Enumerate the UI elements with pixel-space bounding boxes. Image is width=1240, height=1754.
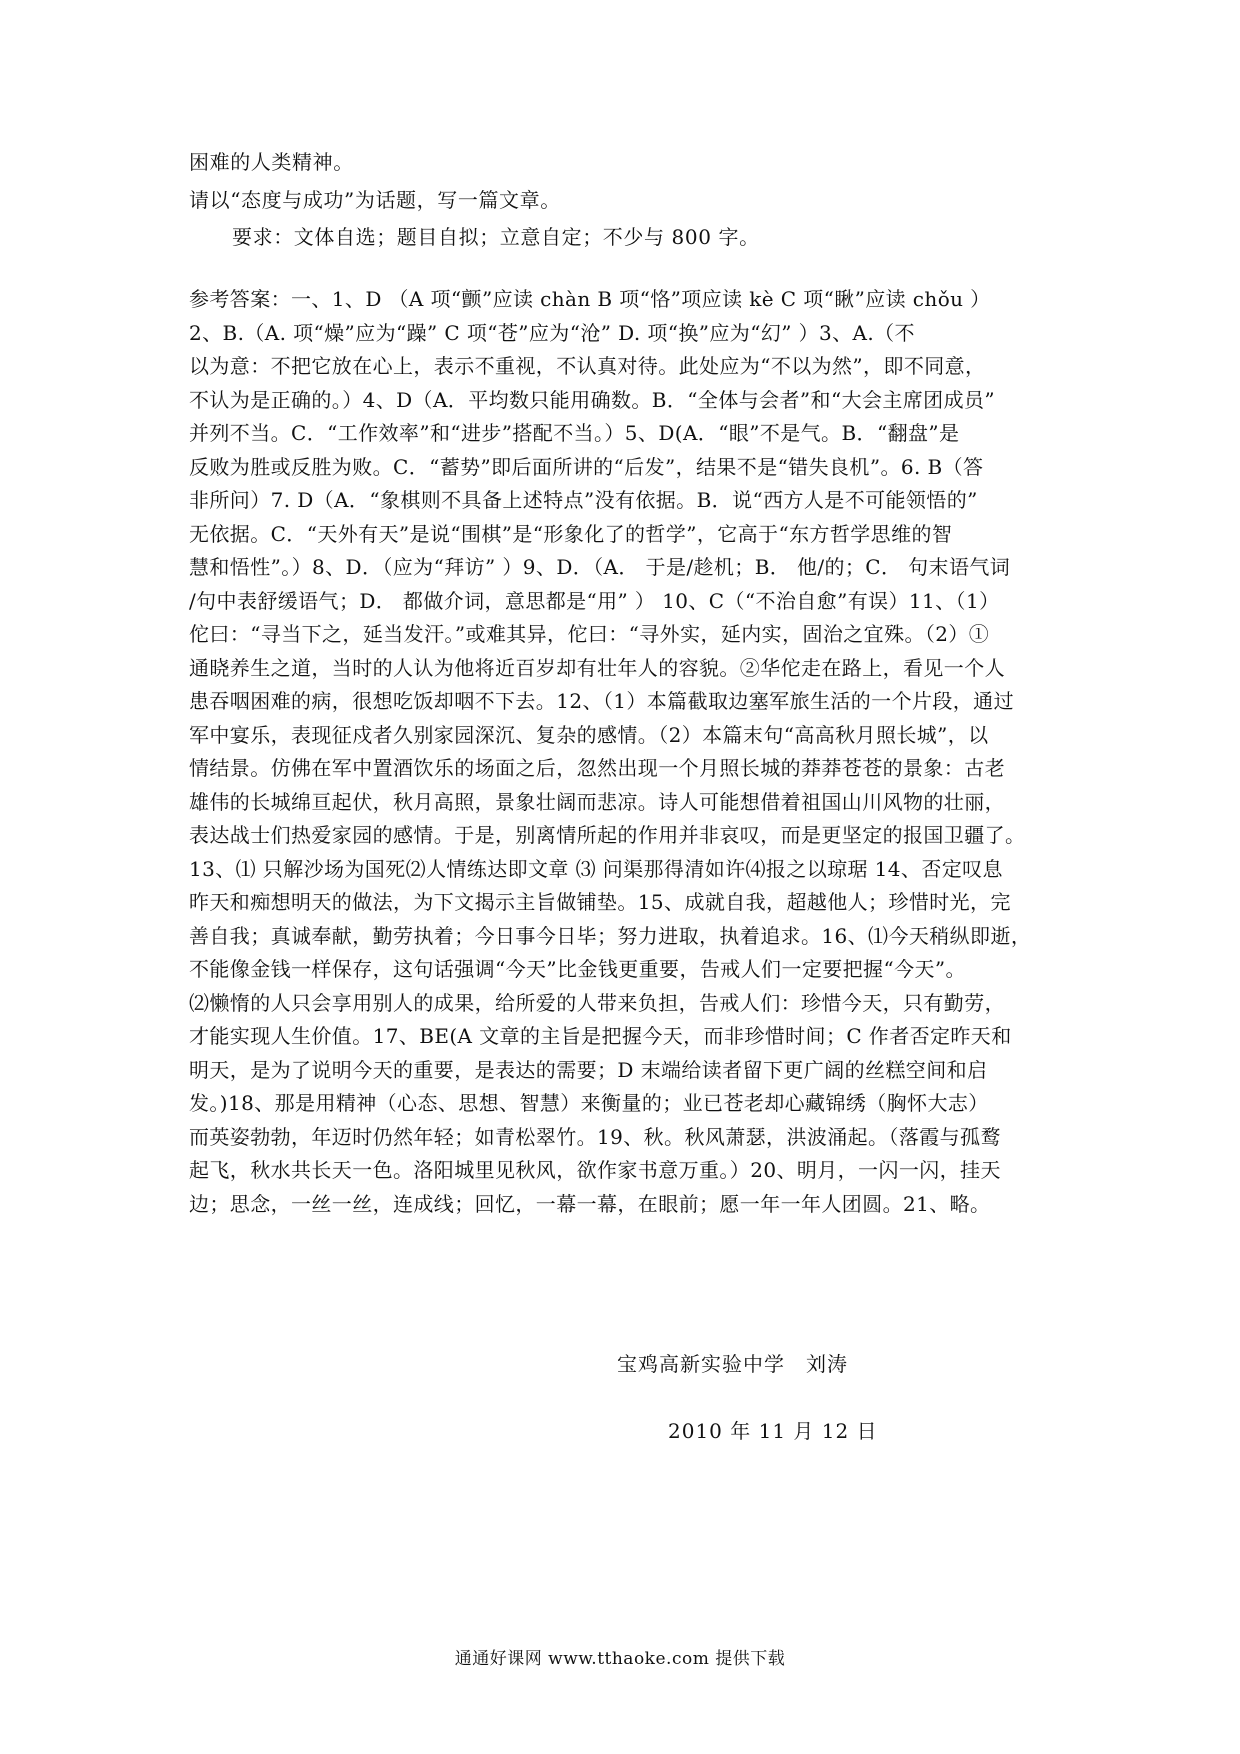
answer-line: 慧和悟性”。）8、D．（应为“拜访” ）9、D．（A． 于是/趁机；B． 他/的；C． 句末语气词 <box>189 555 1011 579</box>
answer-line: 不认为是正确的。）4、D（A．平均数只能用确数。B．“全体与会者”和“大会主席团成员” <box>189 387 995 412</box>
answer-line: 通晓养生之道，当时的人认为他将近百岁却有壮年人的容貌。②华佗走在路上，看见一个人 <box>189 655 1005 680</box>
answer-line: 患吞咽困难的病，很想吃饭却咽不下去。12、（1）本篇截取边塞军旅生活的一个片段，通过 <box>189 689 1014 713</box>
answer-line: 13、⑴ 只解沙场为国死⑵人情练达即文章 ⑶ 问渠那得清如许⑷报之以琼琚 14、否定叹息 <box>189 856 1003 881</box>
signature-date: 2010 年 11 月 12 日 <box>668 1419 878 1443</box>
answer-line: 边；思念，一丝一丝，连成线；回忆，一幕一幕，在眼前；愿一年一年人团圆。21、略。 <box>189 1191 991 1216</box>
answer-line: 参考答案：一、1、D （A 项“颤”应读 chàn B 项“恪”项应读 kè C 项“瞅”应读 chǒu ） <box>189 287 991 311</box>
answer-line: 以为意：不把它放在心上，表示不重视，不认真对待。此处应为“不以为然”，即不同意， <box>189 354 986 378</box>
answer-line: 佗曰：“寻当下之，延当发汗。”或难其异，佗曰：“寻外实，延内实，固治之宜殊。（2）① <box>189 622 990 646</box>
answer-line: /句中表舒缓语气；D． 都做介词，意思都是“用” ） 10、C（“不治自愈”有误）11、（1） <box>189 588 1000 613</box>
answer-line: ⑵懒惰的人只会享用别人的成果，给所爱的人带来负担，告戒人们：珍惜今天，只有勤劳， <box>189 990 1005 1015</box>
intro-line-1: 困难的人类精神。 <box>189 150 354 174</box>
answer-line: 昨天和痴想明天的做法，为下文揭示主旨做铺垫。15、成就自我，超越他人；珍惜时光，完 <box>189 890 1011 914</box>
page-footer: 通通好课网 www.tthaoke.com 提供下载 <box>454 1649 786 1669</box>
answer-line: 反败为胜或反胜为败。C．“蓄势”即后面所讲的“后发”，结果不是“错失良机”。6. B（答 <box>189 454 984 479</box>
author-signature: 宝鸡高新实验中学 刘涛 <box>617 1352 848 1376</box>
answer-line: 雄伟的长城绵亘起伏，秋月高照，景象壮阔而悲凉。诗人可能想借着祖国山川风物的壮丽， <box>189 789 1005 814</box>
answer-line: 情结景。仿佛在军中置酒饮乐的场面之后，忽然出现一个月照长城的莽莽苍苍的景象：古老 <box>189 756 1005 780</box>
answer-line: 不能像金钱一样保存，这句话强调“今天”比金钱更重要，告戒人们一定要把握“今天”。 <box>189 957 966 981</box>
answer-line: 起飞，秋水共长天一色。洛阳城里见秋风，欲作家书意万重。）20、明月，一闪一闪，挂天 <box>189 1158 1001 1182</box>
answer-line: 发。)18、那是用精神（心态、思想、智慧）来衡量的；业已苍老却心藏锦绣（胸怀大志） <box>189 1091 989 1115</box>
answer-line: 才能实现人生价值。17、BE(A 文章的主旨是把握今天，而非珍惜时间；C 作者否定昨天和 <box>189 1024 1012 1048</box>
answer-line: 军中宴乐，表现征戍者久别家园深沉、复杂的感情。（2）本篇末句“高高秋月照长城”，以 <box>189 722 989 747</box>
answer-line: 无依据。C．“天外有天”是说“围棋”是“形象化了的哲学”，它高于“东方哲学思维的智 <box>189 521 953 546</box>
answer-line: 而英姿勃勃，年迈时仍然年轻；如青松翠竹。19、秋。秋风萧瑟，洪波涌起。（落霞与孤鹜 <box>189 1124 1001 1149</box>
answer-line: 并列不当。C．“工作效率”和“进步”搭配不当。）5、D(A．“眼”不是气。B．“翻盘”是 <box>189 421 960 445</box>
intro-requirements: 要求：文体自选；题目自拟；立意自定；不少与 800 字。 <box>232 225 760 249</box>
answer-line: 2、B.（A. 项“燥”应为“躁” C 项“苍”应为“沧” D. 项“换”应为“幻” ）3、A.（不 <box>189 320 915 345</box>
answer-line: 明天，是为了说明今天的重要，是表达的需要；D 末端给读者留下更广阔的丝糕空间和启 <box>189 1057 988 1082</box>
answer-line: 表达战士们热爱家园的感情。于是，别离情所起的作用并非哀叹，而是更坚定的报国卫疆了。 <box>189 823 1026 847</box>
intro-prompt: 请以“态度与成功”为话题，写一篇文章。 <box>189 188 561 212</box>
answer-line: 非所问）7. D（A．“象棋则不具备上述特点”没有依据。B．说“西方人是不可能领悟的” <box>189 488 978 512</box>
answer-line: 善自我；真诚奉献，勤劳执着；今日事今日毕；努力进取，执着追求。16、⑴今天稍纵即逝， <box>189 923 1032 948</box>
answer-section <box>189 283 1055 1221</box>
